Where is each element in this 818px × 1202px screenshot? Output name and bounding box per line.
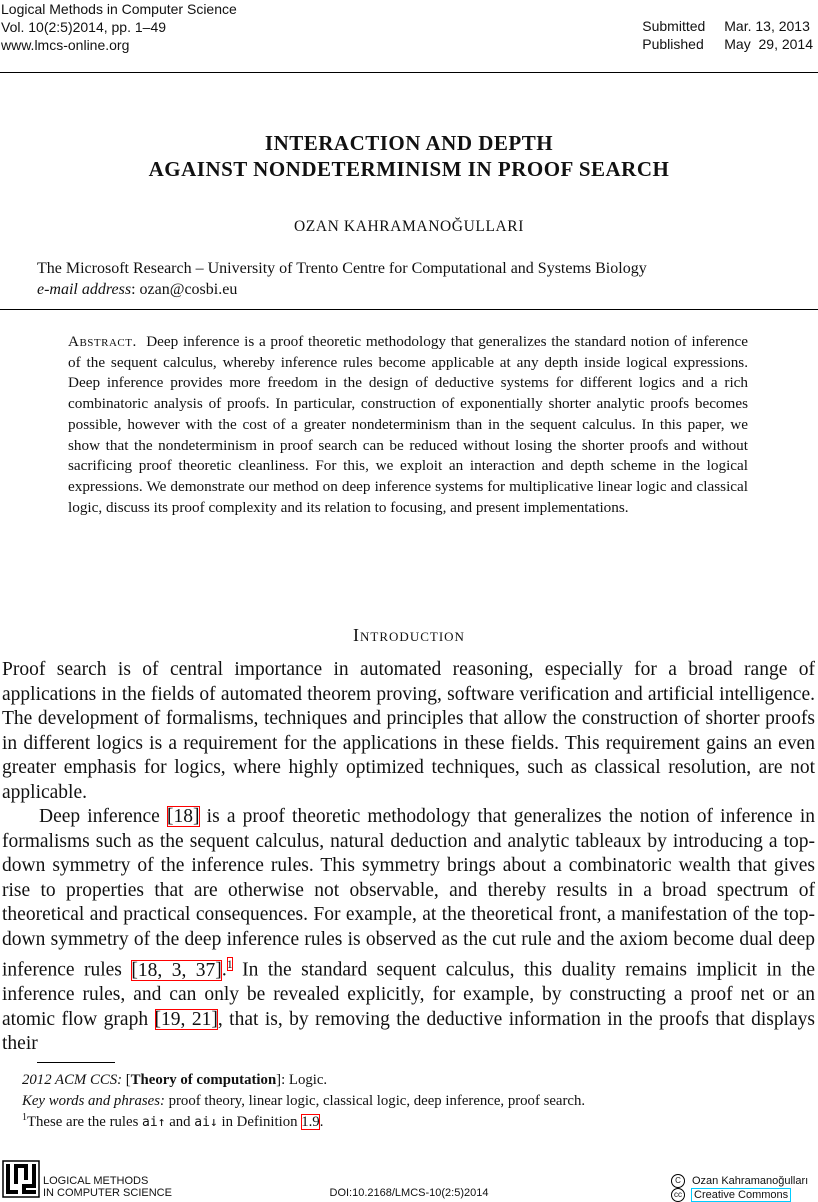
email-label: e-mail address bbox=[37, 281, 132, 298]
paragraph-1: Proof search is of central importance in automated reasoning, especially for a broad range of applications in the fields of automated theorem proving, software verification and artificial intelligence. The development of formalisms, techniques and principles that allow the construction of shorter proofs in different logics is a requirement for the applications in these fields. This requirement gains an even greater emphasis for logics, where highly optimized techniques, such as classical resolution, are not applicable. bbox=[2, 659, 815, 803]
footnote-1 bbox=[22, 1112, 802, 1133]
citation-link[interactable]: [18] bbox=[167, 806, 200, 827]
footnote-end: . bbox=[319, 1114, 324, 1130]
abstract-label: Abstract. bbox=[68, 333, 137, 350]
ccs-topic: Theory of computation bbox=[130, 1072, 277, 1088]
definition-link[interactable]: 1.9 bbox=[301, 1114, 320, 1130]
keywords-label: Key words and phrases: bbox=[22, 1093, 165, 1109]
abstract-text: Deep inference is a proof theoretic methodology that generalizes the standard notion of inference of the sequent calculus, whereby inference rules become applicable at any depth inside logical expressions. Deep inference provides more freedom in the design of deductive systems for different logics and a rich combinatoric analysis of proofs. In particular, construction of exponentially shorter analytic proofs becomes possible, however with the cost of a greater nondeterminism than in the sequent calculus. In this paper, we show that the nondeterminism in proof search can be reduced without losing the shorter proofs and without sacrificing proof theoretic cleanliness. For this, we exploit an interaction and depth scheme in the logical expressions. We demonstrate our method on deep inference systems for multiplicative linear logic and classical logic, discuss its proof complexity and its relation to focusing, and present implementations. bbox=[68, 333, 749, 516]
ccs-bracket: [ bbox=[122, 1072, 131, 1088]
doi: DOI:10.2168/LMCS-10(2:5)2014 bbox=[329, 1187, 489, 1199]
logo-line-2: IN COMPUTER SCIENCE bbox=[43, 1187, 172, 1199]
body-text bbox=[2, 658, 815, 1057]
volume-info: Vol. 10(2:5)2014, pp. 1–49 bbox=[1, 19, 167, 35]
para2-text-2: is a proof theoretic methodology that generalizes the notion of inference in formalisms such as the sequent calculus, natural deduction and analytic tableaux by introducing a top-down symmetry of the inference rules. This symmetry brings about a combinatoric wealth that gives rise to properties that are otherwise not observable, and thereby results in a broad spectrum of theoretical and practical consequences. For example, at the theoretical front, a manifestation of the top-down symmetry of the deep inference rules is observed as the cut rule and the axiom become dual deep inference rules bbox=[2, 806, 816, 981]
running-header-right bbox=[642, 17, 813, 53]
email-address[interactable]: : ozan@cosbi.eu bbox=[131, 281, 238, 298]
paper-title bbox=[0, 130, 818, 182]
submitted-row bbox=[642, 17, 813, 35]
rule-ai-down: ai↓ bbox=[194, 1115, 218, 1130]
rule-ai-up: ai↑ bbox=[142, 1115, 166, 1130]
footnote-text: and bbox=[165, 1114, 195, 1130]
header-rule bbox=[0, 72, 818, 73]
paragraph-2 bbox=[2, 805, 815, 1057]
title-line-2: AGAINST NONDETERMINISM IN PROOF SEARCH bbox=[148, 157, 670, 181]
affiliation-rule bbox=[0, 309, 818, 310]
para2-text-5: , that is, by removing the deductive information in the proofs that displays their bbox=[2, 1008, 815, 1054]
copyright-holder: Ozan Kahramanoğulları bbox=[692, 1174, 809, 1187]
abstract bbox=[68, 332, 748, 518]
license-link[interactable]: Creative Commons bbox=[694, 1188, 789, 1201]
license-block bbox=[671, 1174, 808, 1202]
para2-text-3: . bbox=[221, 959, 227, 981]
keywords-text: proof theory, linear logic, classical logic, deep inference, proof search. bbox=[164, 1093, 586, 1109]
footnote-mark: 1 bbox=[22, 1112, 27, 1124]
affiliation: The Microsoft Research – University of Trento Centre for Computational and Systems Biology bbox=[37, 260, 647, 277]
citation-link[interactable]: [19, 21] bbox=[154, 1008, 218, 1030]
copyright-line bbox=[671, 1174, 808, 1188]
section-heading-introduction: Introduction bbox=[353, 625, 465, 645]
affiliation-block bbox=[37, 258, 647, 300]
logo-line-1: LOGICAL METHODS bbox=[43, 1175, 149, 1187]
footnote-link[interactable]: 1 bbox=[226, 957, 233, 971]
footnotes bbox=[22, 1070, 802, 1133]
acm-ccs-line bbox=[22, 1070, 802, 1091]
journal-name: Logical Methods in Computer Science bbox=[1, 1, 237, 17]
author-name: OZAN KAHRAMANOĞULLARI bbox=[293, 218, 525, 235]
copyright-icon: C bbox=[671, 1174, 685, 1188]
footnote-text: in Definition bbox=[217, 1114, 302, 1130]
email-line bbox=[37, 279, 647, 300]
published-date: May 29, 2014 bbox=[724, 36, 813, 52]
published-label: Published bbox=[642, 36, 704, 52]
para2-text-4: In the standard sequent calculus, this duality remains implicit in the inference rules, and can only be revealed explicitly, for example, by constructing a proof net or an atomic flow graph bbox=[2, 959, 816, 1030]
submitted-date: Mar. 13, 2013 bbox=[724, 18, 810, 34]
ccs-rest: ]: Logic. bbox=[276, 1072, 328, 1088]
ccs-label: 2012 ACM CCS: bbox=[22, 1072, 123, 1088]
footnote-rule bbox=[37, 1062, 115, 1063]
citation-link[interactable]: [18, 3, 37] bbox=[131, 959, 222, 981]
running-header-left bbox=[1, 0, 237, 54]
creative-commons-icon: cc bbox=[671, 1188, 685, 1202]
submitted-label: Submitted bbox=[642, 18, 706, 34]
journal-website[interactable]: www.lmcs-online.org bbox=[1, 37, 130, 53]
para2-text-1: Deep inference bbox=[39, 806, 167, 827]
published-row bbox=[642, 35, 813, 53]
keywords-line bbox=[22, 1091, 802, 1112]
footnote-text: These are the rules bbox=[27, 1114, 143, 1130]
title-line-1: INTERACTION AND DEPTH bbox=[264, 131, 554, 155]
